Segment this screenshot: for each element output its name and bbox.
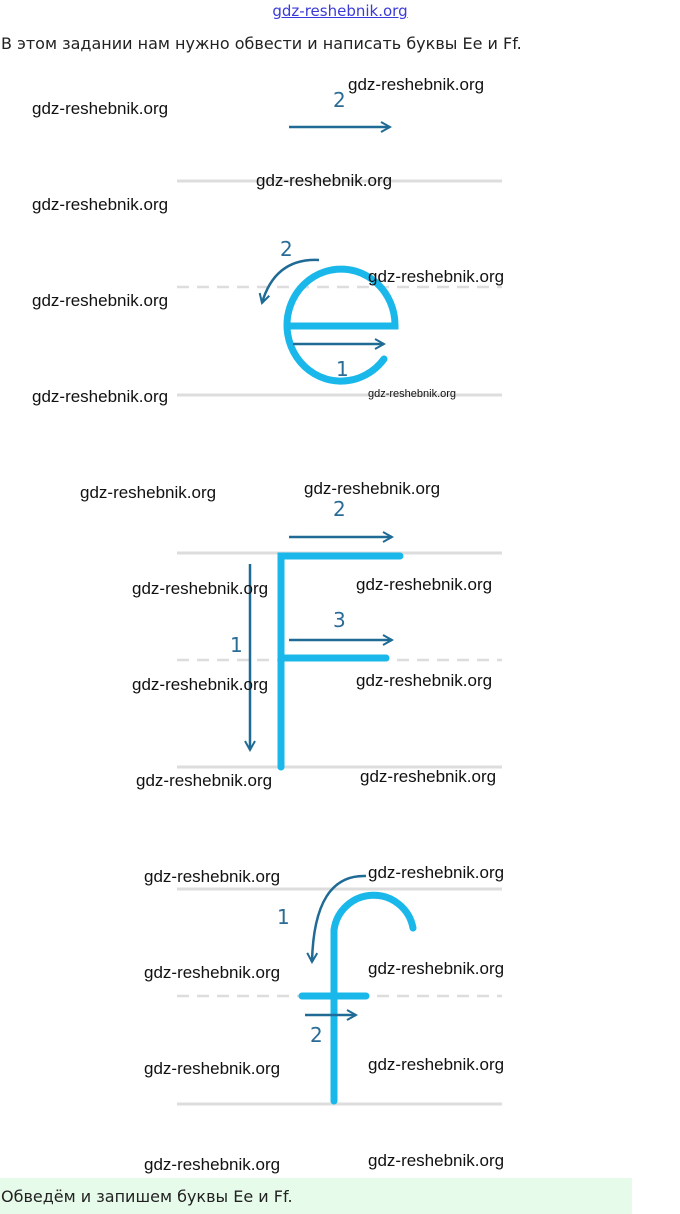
watermark: gdz-reshebnik.org: [348, 75, 485, 94]
letter-F-diagram: [0, 490, 680, 780]
watermark: gdz-reshebnik.org: [32, 99, 169, 118]
stroke-number: 2: [333, 88, 346, 112]
watermark: gdz-reshebnik.org: [356, 575, 493, 594]
watermark: gdz-reshebnik.org: [304, 479, 441, 498]
watermark: gdz-reshebnik.org: [360, 767, 497, 786]
watermark: gdz-reshebnik.org: [144, 1155, 281, 1174]
watermark: gdz-reshebnik.org: [368, 1151, 505, 1170]
watermark: gdz-reshebnik.org: [368, 863, 505, 882]
stroke-number-2: 2: [333, 497, 346, 521]
watermark: gdz-reshebnik.org: [32, 195, 169, 214]
task-intro: В этом задании нам нужно обвести и написать буквы Ee и Ff.: [1, 34, 522, 53]
answer-box: [0, 1178, 632, 1214]
site-link[interactable]: gdz-reshebnik.org: [272, 2, 408, 20]
stroke-number-1: 1: [336, 357, 349, 381]
stroke-number-3: 3: [333, 608, 346, 632]
watermark: gdz-reshebnik.org: [80, 483, 217, 502]
stroke-number-2: 2: [310, 1023, 323, 1047]
letter-f-diagram: [0, 860, 680, 1110]
watermark: gdz-reshebnik.org: [144, 1059, 281, 1078]
watermark: gdz-reshebnik.org: [368, 1055, 505, 1074]
watermark: gdz-reshebnik.org: [136, 771, 273, 790]
watermark: gdz-reshebnik.org: [144, 963, 281, 982]
watermark: gdz-reshebnik.org: [32, 291, 169, 310]
watermark: gdz-reshebnik.org: [132, 579, 269, 598]
watermark: gdz-reshebnik.org: [368, 267, 505, 286]
watermark: gdz-reshebnik.org: [132, 675, 269, 694]
letter-e-diagram: [0, 230, 680, 410]
answer-text: Обведём и запишем буквы Ee и Ff.: [1, 1187, 293, 1206]
watermark: gdz-reshebnik.org: [368, 959, 505, 978]
stroke-number-1: 1: [277, 905, 290, 929]
stroke-number-2: 2: [280, 237, 293, 261]
watermark: gdz-reshebnik.org: [256, 171, 393, 190]
watermark: gdz-reshebnik.org: [368, 388, 457, 400]
stroke-number-1: 1: [230, 633, 243, 657]
watermark: gdz-reshebnik.org: [356, 671, 493, 690]
watermark: gdz-reshebnik.org: [144, 867, 281, 886]
watermark: gdz-reshebnik.org: [32, 387, 169, 406]
